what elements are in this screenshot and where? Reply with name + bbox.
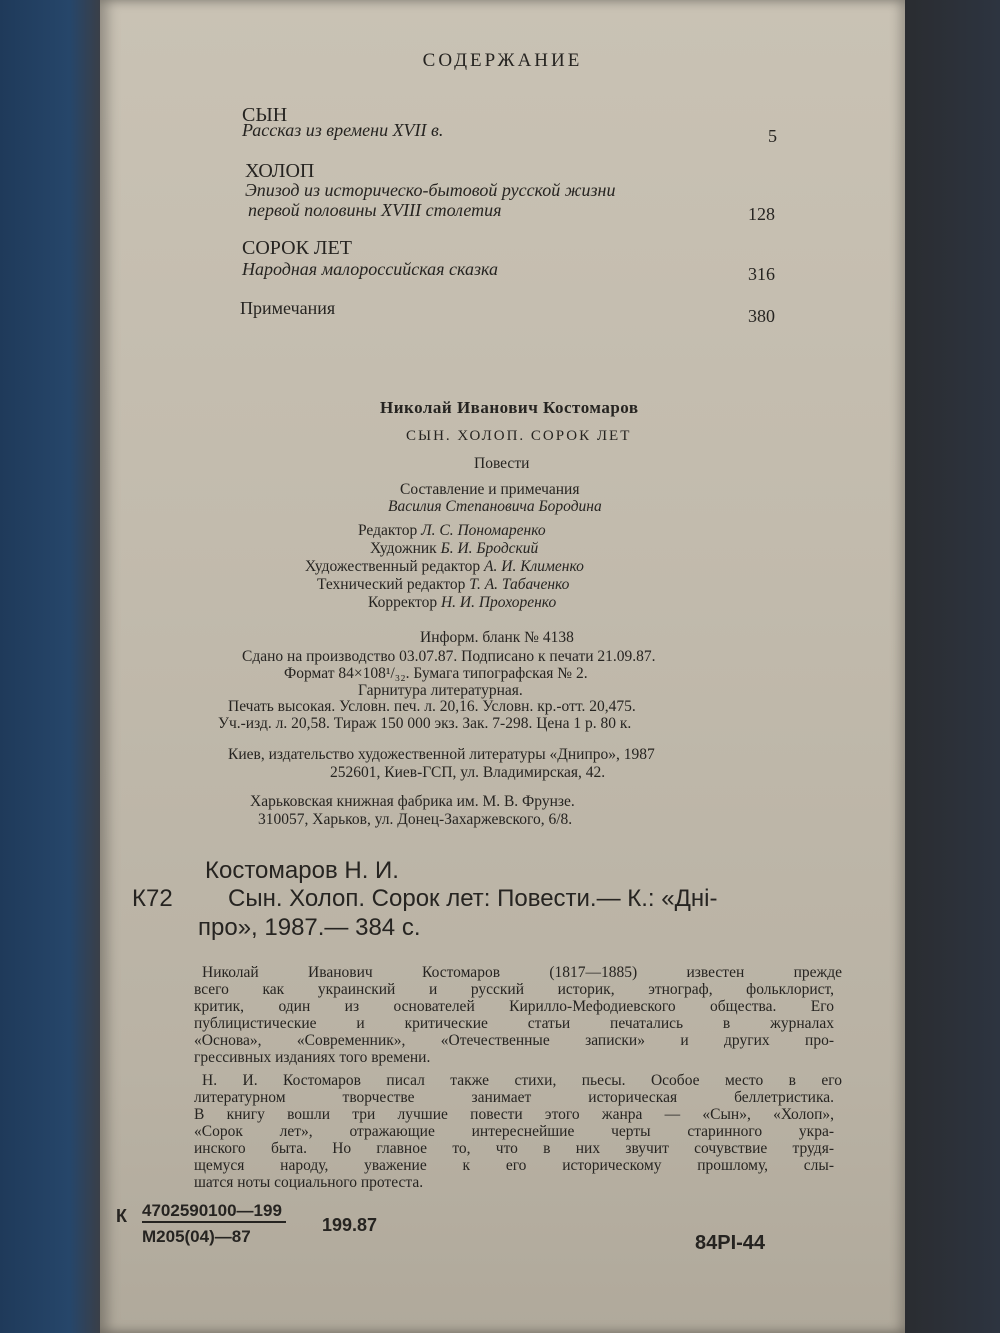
staff-tech-editor: Технический редактор Т. А. Табаченко — [317, 576, 570, 593]
print-line-2: Формат 84×108¹/₃₂. Бумага типографская № 2. — [284, 665, 588, 682]
staff-editor: Редактор Л. С. Пономаренко — [358, 522, 546, 539]
catalog-numerator: 4702590100—199 — [142, 1201, 286, 1223]
annotation-line-13: шатся ноты социального протеста. — [194, 1174, 424, 1191]
annotation-line-2: всего как украинский и русский историк, этнограф, фольклорист, — [194, 981, 834, 998]
imprint-book-title: СЫН. ХОЛОП. СОРОК ЛЕТ — [406, 428, 632, 444]
annotation-line-3: критик, один из основателей Кирилло-Мефодиевского общества. Его — [194, 998, 834, 1015]
toc-page-sorok-let: 316 — [748, 264, 775, 284]
annotation-line-12: щемуся народу, уважение к его историческому прошлому, слы- — [194, 1157, 834, 1174]
catalog-author: Костомаров Н. И. — [205, 857, 399, 884]
printer-line-1: Харьковская книжная фабрика им. М. В. Фрунзе. — [250, 793, 575, 810]
annotation-line-8: литературном творчестве занимает историческая беллетристика. — [194, 1089, 834, 1106]
toc-subtitle-kholop-2: первой половины XVIII столетия — [248, 200, 502, 220]
staff-artist: Художник Б. И. Бродский — [370, 540, 539, 557]
printer-line-2: 310057, Харьков, ул. Донец-Захаржевского, 6/8. — [258, 811, 573, 828]
staff-proofreader: Корректор Н. И. Прохоренко — [368, 594, 557, 611]
print-line-5: Уч.-изд. л. 20,58. Тираж 150 000 экз. Зак. 7-298. Цена 1 р. 80 к. — [218, 715, 632, 732]
toc-subtitle-sorok-let: Народная малороссийская сказка — [242, 259, 498, 279]
imprint-author: Николай Иванович Костомаров — [380, 398, 639, 417]
toc-title-kholop: ХОЛОП — [245, 160, 315, 182]
print-line-4: Печать высокая. Условн. печ. л. 20,16. Условн. кр.-отт. 20,475. — [228, 698, 636, 715]
toc-page-syn: 5 — [768, 126, 777, 146]
catalog-entry-line-2: про», 1987.— 384 с. — [198, 914, 421, 941]
annotation-line-11: инского быта. Но главное то, что в них звучит сочувствие трудя- — [194, 1140, 834, 1157]
print-line-1: Сдано на производство 03.07.87. Подписано к печати 21.09.87. — [242, 648, 656, 665]
toc-title-sorok-let: СОРОК ЛЕТ — [242, 237, 352, 259]
catalog-k-letter: К — [116, 1206, 127, 1226]
annotation-line-7: Н. И. Костомаров писал также стихи, пьесы. Особое место в его — [202, 1072, 842, 1089]
imprint-inform: Информ. бланк № 4138 — [420, 629, 574, 646]
catalog-code: К72 — [132, 885, 173, 912]
toc-page-notes: 380 — [748, 306, 775, 326]
imprint-compiled-label: Составление и примечания — [400, 481, 580, 498]
imprint-compiled-name: Василия Степановича Бородина — [388, 498, 602, 515]
publisher-line-1: Киев, издательство художественной литературы «Днипро», 1987 — [228, 746, 655, 763]
annotation-line-4: публицистические и критические статьи печатались в журналах — [194, 1015, 834, 1032]
toc-title-notes: Примечания — [240, 298, 336, 318]
print-line-3: Гарнитура литературная. — [358, 682, 523, 699]
annotation-line-9: В книгу вошли три лучшие повести этого жанра — «Сын», «Холоп», — [194, 1106, 834, 1123]
annotation-line-1: Николай Иванович Костомаров (1817—1885) известен прежде — [202, 964, 842, 981]
book-page — [100, 0, 905, 1333]
toc-subtitle-syn: Рассказ из времени XVII в. — [242, 120, 444, 140]
toc-subtitle-kholop-1: Эпизод из историческо-бытовой русской жизни — [245, 180, 616, 200]
contents-heading: СОДЕРЖАНИЕ — [422, 50, 583, 71]
annotation-line-10: «Сорок лет», отражающие интереснейшие черты старинного укра- — [194, 1123, 834, 1140]
imprint-genre: Повести — [474, 455, 530, 472]
toc-title-syn: СЫН — [242, 104, 288, 126]
annotation-line-5: «Основа», «Современник», «Отечественные записки» и других про- — [194, 1032, 834, 1049]
catalog-entry-line-1: Сын. Холоп. Сорок лет: Повести.— К.: «Дні- — [228, 885, 718, 912]
annotation-line-6: грессивных изданиях того времени. — [194, 1049, 431, 1066]
toc-page-kholop: 128 — [748, 204, 775, 224]
publisher-line-2: 252601, Киев-ГСП, ул. Владимирская, 42. — [330, 764, 606, 781]
catalog-fraction-suffix: 199.87 — [322, 1215, 378, 1235]
staff-art-editor: Художественный редактор А. И. Клименко — [305, 558, 584, 575]
catalog-bbk-code: 84PI-44 — [695, 1232, 766, 1254]
catalog-denominator: М205(04)—87 — [142, 1227, 251, 1246]
